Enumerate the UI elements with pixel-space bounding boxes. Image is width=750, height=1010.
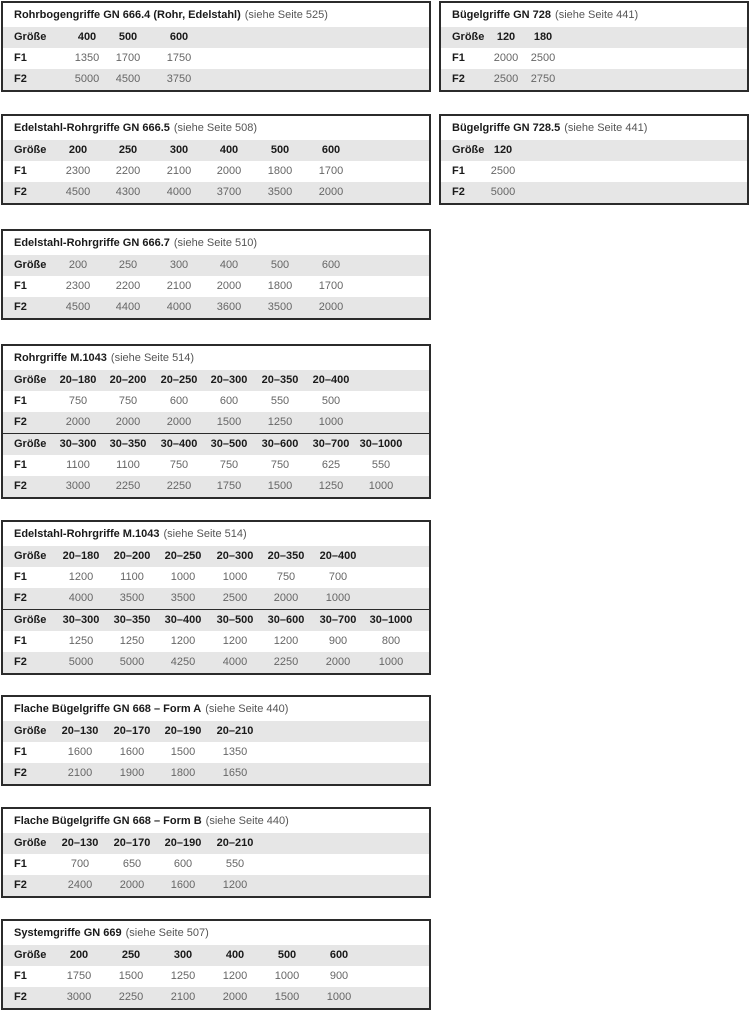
f2-row xyxy=(3,182,429,203)
table-cell: 400 xyxy=(225,949,245,961)
row-label: F1 xyxy=(14,970,27,982)
size-row xyxy=(3,433,429,455)
row-label: F2 xyxy=(452,186,465,198)
table-title xyxy=(3,3,429,27)
table-title-text: Rohrgriffe M.1043 xyxy=(14,352,107,364)
size-row xyxy=(3,255,429,276)
table-cell: 2000 xyxy=(119,879,145,891)
row-label: Größe xyxy=(14,550,47,562)
table-cell: 30–1000 xyxy=(359,438,403,450)
table-cell: 3500 xyxy=(119,592,145,604)
table-cell: 1800 xyxy=(170,767,196,779)
table-cell: 1500 xyxy=(274,991,300,1003)
table-cell: 4500 xyxy=(65,186,91,198)
table-title xyxy=(3,116,429,140)
table-cell: 750 xyxy=(270,459,290,471)
page-reference: (siehe Seite 507) xyxy=(125,927,209,939)
row-label: Größe xyxy=(14,438,47,450)
table-cell: 4500 xyxy=(65,301,91,313)
row-label: F2 xyxy=(14,416,27,428)
table-cell: 1350 xyxy=(222,746,248,758)
table-cell: 20–190 xyxy=(164,837,202,849)
table-title-text: Rohrbogengriffe GN 666.4 (Rohr, Edelstahl) xyxy=(14,9,241,21)
table-cell: 2400 xyxy=(67,879,93,891)
row-label: F2 xyxy=(14,879,27,891)
table-cell: 600 xyxy=(329,949,349,961)
row-label: Größe xyxy=(452,31,485,43)
table-title xyxy=(441,116,747,140)
table-cell: 3500 xyxy=(267,186,293,198)
table-title-text: Bügelgriffe GN 728.5 xyxy=(452,122,561,134)
f2-row xyxy=(3,875,429,896)
table-cell: 2000 xyxy=(493,52,519,64)
row-label: Größe xyxy=(14,31,47,43)
row-label: F1 xyxy=(14,280,27,292)
table-cell: 30–300 xyxy=(59,438,97,450)
table-cell: 1100 xyxy=(116,459,140,471)
table-cell: 800 xyxy=(381,635,401,647)
table-cell: 3600 xyxy=(216,301,242,313)
table-cell: 550 xyxy=(225,858,245,870)
table-cell: 4300 xyxy=(115,186,141,198)
page-reference: (siehe Seite 441) xyxy=(564,122,648,134)
f1-row xyxy=(3,966,429,987)
row-label: Größe xyxy=(14,949,47,961)
table-cell: 30–400 xyxy=(164,614,202,626)
table-cell: 1250 xyxy=(119,635,145,647)
table-cell: 4000 xyxy=(68,592,94,604)
f1-row xyxy=(3,455,429,476)
table-cell: 200 xyxy=(69,949,89,961)
page-reference: (siehe Seite 525) xyxy=(244,9,328,21)
table-cell: 1600 xyxy=(170,879,196,891)
f2-row xyxy=(3,588,429,609)
size-row xyxy=(3,546,429,567)
size-row xyxy=(3,140,429,161)
table-cell: 2500 xyxy=(222,592,248,604)
spec-table xyxy=(439,1,749,92)
table-cell: 20–130 xyxy=(61,837,99,849)
table-cell: 1500 xyxy=(216,416,242,428)
table-cell: 3750 xyxy=(166,73,192,85)
row-label: F2 xyxy=(14,656,27,668)
table-cell: 2200 xyxy=(115,165,141,177)
page-reference: (siehe Seite 514) xyxy=(110,352,195,364)
table-cell: 20–180 xyxy=(62,550,100,562)
table-cell: 2000 xyxy=(222,991,248,1003)
table-cell: 3000 xyxy=(65,480,91,492)
spec-table xyxy=(1,695,431,786)
table-cell: 5000 xyxy=(74,73,100,85)
table-title xyxy=(3,522,429,546)
table-cell: 2000 xyxy=(318,301,344,313)
table-cell: 30–600 xyxy=(267,614,305,626)
table-cell: 4000 xyxy=(222,656,248,668)
table-cell: 2500 xyxy=(530,52,556,64)
table-cell: 1750 xyxy=(216,480,242,492)
table-cell: 2300 xyxy=(65,280,91,292)
table-cell: 1200 xyxy=(273,635,299,647)
page-reference: (siehe Seite 440) xyxy=(205,703,289,715)
table-cell: 900 xyxy=(328,635,348,647)
spec-table xyxy=(1,807,431,898)
table-cell: 550 xyxy=(371,459,391,471)
table-cell: 4400 xyxy=(115,301,141,313)
table-cell: 1250 xyxy=(318,480,344,492)
table-cell: 2250 xyxy=(273,656,299,668)
table-cell: 1350 xyxy=(74,52,100,64)
table-cell: 2750 xyxy=(530,73,556,85)
table-cell: 20–190 xyxy=(164,725,202,737)
table-cell: 20–250 xyxy=(164,550,202,562)
table-cell: 30–700 xyxy=(319,614,357,626)
table-cell: 600 xyxy=(321,259,341,271)
table-cell: 1200 xyxy=(68,571,94,583)
f1-row xyxy=(3,742,429,763)
size-row xyxy=(441,140,747,161)
table-cell: 200 xyxy=(68,259,88,271)
table-cell: 550 xyxy=(270,395,290,407)
table-cell: 5000 xyxy=(119,656,145,668)
table-cell: 1700 xyxy=(318,280,344,292)
table-cell: 1800 xyxy=(267,280,293,292)
table-cell: 400 xyxy=(219,259,239,271)
spec-table xyxy=(1,919,431,1010)
row-label: Größe xyxy=(14,725,47,737)
table-cell: 20–400 xyxy=(319,550,357,562)
table-cell: 20–210 xyxy=(216,725,254,737)
row-label: Größe xyxy=(14,374,47,386)
table-cell: 1500 xyxy=(267,480,293,492)
table-cell: 250 xyxy=(121,949,141,961)
table-cell: 1600 xyxy=(119,746,145,758)
table-cell: 1700 xyxy=(115,52,141,64)
table-cell: 900 xyxy=(329,970,349,982)
table-cell: 600 xyxy=(173,858,193,870)
table-cell: 1750 xyxy=(166,52,192,64)
size-row xyxy=(441,27,747,48)
table-cell: 300 xyxy=(173,949,193,961)
table-cell: 1750 xyxy=(66,970,92,982)
table-cell: 30–300 xyxy=(62,614,100,626)
table-cell: 750 xyxy=(118,395,138,407)
table-cell: 400 xyxy=(219,144,239,156)
f2-row xyxy=(3,476,429,497)
table-cell: 2000 xyxy=(325,656,351,668)
table-cell: 750 xyxy=(169,459,189,471)
table-cell: 30–700 xyxy=(312,438,350,450)
table-cell: 180 xyxy=(533,31,553,43)
table-cell: 1200 xyxy=(222,635,248,647)
table-cell: 20–250 xyxy=(160,374,198,386)
table-cell: 1000 xyxy=(326,991,352,1003)
table-cell: 1200 xyxy=(222,879,248,891)
page-reference: (siehe Seite 510) xyxy=(173,237,258,249)
table-cell: 300 xyxy=(169,259,189,271)
row-label: F2 xyxy=(14,301,27,313)
f1-row xyxy=(3,276,429,297)
table-cell: 2200 xyxy=(115,280,141,292)
spec-table xyxy=(1,229,431,320)
row-label: F1 xyxy=(14,858,27,870)
table-cell: 1200 xyxy=(222,970,248,982)
table-cell: 3000 xyxy=(66,991,92,1003)
table-cell: 750 xyxy=(276,571,296,583)
table-cell: 5000 xyxy=(490,186,516,198)
table-cell: 20–350 xyxy=(267,550,305,562)
spec-table xyxy=(1,1,431,92)
table-cell: 1000 xyxy=(274,970,300,982)
table-cell: 625 xyxy=(321,459,341,471)
table-cell: 2100 xyxy=(166,280,192,292)
row-label: F1 xyxy=(14,459,27,471)
table-cell: 1000 xyxy=(368,480,394,492)
page-reference: (siehe Seite 508) xyxy=(173,122,258,134)
size-row xyxy=(3,27,429,48)
table-cell: 250 xyxy=(118,144,138,156)
table-cell: 1000 xyxy=(170,571,196,583)
table-title-text: Bügelgriffe GN 728 xyxy=(452,9,552,21)
table-cell: 2000 xyxy=(216,165,242,177)
table-title-text: Flache Bügelgriffe GN 668 – Form B xyxy=(14,815,202,827)
table-cell: 500 xyxy=(321,395,341,407)
table-cell: 750 xyxy=(219,459,239,471)
table-cell: 1000 xyxy=(318,416,344,428)
row-label: F1 xyxy=(452,165,465,177)
table-cell: 4250 xyxy=(170,656,196,668)
table-cell: 20–180 xyxy=(59,374,97,386)
table-cell: 3700 xyxy=(216,186,242,198)
table-cell: 4000 xyxy=(166,301,192,313)
table-title-text: Edelstahl-Rohrgriffe GN 666.5 xyxy=(14,122,170,134)
table-cell: 3500 xyxy=(170,592,196,604)
table-cell: 2000 xyxy=(166,416,192,428)
table-title-text: Systemgriffe GN 669 xyxy=(14,927,122,939)
table-cell: 5000 xyxy=(68,656,94,668)
table-cell: 2300 xyxy=(65,165,91,177)
table-cell: 20–200 xyxy=(113,550,151,562)
row-label: Größe xyxy=(452,144,485,156)
table-cell: 500 xyxy=(277,949,297,961)
table-cell: 1100 xyxy=(120,571,144,583)
table-cell: 1500 xyxy=(170,746,196,758)
table-title xyxy=(3,231,429,255)
table-cell: 3500 xyxy=(267,301,293,313)
table-title-text: Edelstahl-Rohrgriffe M.1043 xyxy=(14,528,160,540)
table-cell: 2500 xyxy=(493,73,519,85)
table-title xyxy=(3,809,429,833)
table-cell: 30–350 xyxy=(109,438,147,450)
table-title xyxy=(3,346,429,370)
table-cell: 500 xyxy=(270,259,290,271)
f1-row xyxy=(3,854,429,875)
table-cell: 20–400 xyxy=(312,374,350,386)
table-cell: 300 xyxy=(169,144,189,156)
table-cell: 1250 xyxy=(267,416,293,428)
table-cell: 1700 xyxy=(318,165,344,177)
table-cell: 20–300 xyxy=(216,550,254,562)
table-cell: 4000 xyxy=(166,186,192,198)
table-cell: 500 xyxy=(118,31,138,43)
f1-row xyxy=(3,391,429,412)
table-cell: 750 xyxy=(68,395,88,407)
spec-table xyxy=(1,520,431,675)
f2-row xyxy=(3,412,429,433)
table-cell: 20–350 xyxy=(261,374,299,386)
spec-table xyxy=(1,344,431,499)
row-label: F2 xyxy=(452,73,465,85)
table-cell: 1100 xyxy=(66,459,90,471)
table-cell: 2000 xyxy=(115,416,141,428)
table-cell: 200 xyxy=(68,144,88,156)
table-cell: 2100 xyxy=(170,991,196,1003)
table-cell: 30–500 xyxy=(210,438,248,450)
page-reference: (siehe Seite 440) xyxy=(205,815,289,827)
table-cell: 2250 xyxy=(166,480,192,492)
table-cell: 2250 xyxy=(118,991,144,1003)
table-cell: 650 xyxy=(122,858,142,870)
table-cell: 250 xyxy=(118,259,138,271)
table-cell: 2100 xyxy=(166,165,192,177)
table-title-text: Edelstahl-Rohrgriffe GN 666.7 xyxy=(14,237,170,249)
f1-row xyxy=(3,567,429,588)
table-cell: 600 xyxy=(169,395,189,407)
f1-row xyxy=(3,631,429,652)
page-reference: (siehe Seite 514) xyxy=(163,528,247,540)
row-label: F2 xyxy=(14,991,27,1003)
f2-row xyxy=(3,763,429,784)
spec-table xyxy=(439,114,749,205)
f2-row xyxy=(441,69,747,90)
size-row xyxy=(3,609,429,631)
table-cell: 1000 xyxy=(222,571,248,583)
row-label: F1 xyxy=(452,52,465,64)
table-cell: 20–170 xyxy=(113,725,151,737)
table-cell: 2250 xyxy=(115,480,141,492)
table-cell: 120 xyxy=(496,31,516,43)
table-cell: 1900 xyxy=(119,767,145,779)
row-label: Größe xyxy=(14,614,47,626)
f2-row xyxy=(441,182,747,203)
table-cell: 1000 xyxy=(325,592,351,604)
table-cell: 2500 xyxy=(490,165,516,177)
row-label: F1 xyxy=(14,571,27,583)
size-row xyxy=(3,945,429,966)
table-title xyxy=(3,697,429,721)
f2-row xyxy=(3,652,429,673)
f2-row xyxy=(3,297,429,318)
row-label: Größe xyxy=(14,259,47,271)
table-cell: 700 xyxy=(70,858,90,870)
row-label: F2 xyxy=(14,73,27,85)
row-label: F2 xyxy=(14,186,27,198)
table-cell: 20–170 xyxy=(113,837,151,849)
table-cell: 20–200 xyxy=(109,374,147,386)
table-cell: 20–300 xyxy=(210,374,248,386)
row-label: Größe xyxy=(14,144,47,156)
f1-row xyxy=(3,161,429,182)
table-cell: 1800 xyxy=(267,165,293,177)
table-cell: 600 xyxy=(219,395,239,407)
table-cell: 500 xyxy=(270,144,290,156)
table-cell: 1250 xyxy=(68,635,94,647)
f1-row xyxy=(441,161,747,182)
table-title xyxy=(3,921,429,945)
size-row xyxy=(3,370,429,391)
row-label: F2 xyxy=(14,767,27,779)
row-label: Größe xyxy=(14,837,47,849)
table-cell: 600 xyxy=(321,144,341,156)
size-row xyxy=(3,721,429,742)
table-title-text: Flache Bügelgriffe GN 668 – Form A xyxy=(14,703,202,715)
table-cell: 1650 xyxy=(222,767,248,779)
row-label: F1 xyxy=(14,746,27,758)
row-label: F1 xyxy=(14,395,27,407)
table-cell: 30–1000 xyxy=(369,614,413,626)
row-label: F2 xyxy=(14,592,27,604)
table-cell: 1600 xyxy=(67,746,93,758)
table-title xyxy=(441,3,747,27)
table-cell: 20–210 xyxy=(216,837,254,849)
table-cell: 2000 xyxy=(318,186,344,198)
table-cell: 30–500 xyxy=(216,614,254,626)
size-row xyxy=(3,833,429,854)
row-label: F1 xyxy=(14,52,27,64)
table-cell: 2000 xyxy=(273,592,299,604)
table-cell: 30–350 xyxy=(113,614,151,626)
table-cell: 600 xyxy=(169,31,189,43)
table-cell: 20–130 xyxy=(61,725,99,737)
table-cell: 4500 xyxy=(115,73,141,85)
page-reference: (siehe Seite 441) xyxy=(555,9,639,21)
table-cell: 1000 xyxy=(378,656,404,668)
f1-row xyxy=(441,48,747,69)
f1-row xyxy=(3,48,429,69)
table-cell: 700 xyxy=(328,571,348,583)
table-cell: 1200 xyxy=(170,635,196,647)
row-label: F1 xyxy=(14,635,27,647)
row-label: F2 xyxy=(14,480,27,492)
f2-row xyxy=(3,69,429,90)
table-cell: 30–400 xyxy=(160,438,198,450)
table-cell: 1500 xyxy=(118,970,144,982)
spec-table xyxy=(1,114,431,205)
table-cell: 2100 xyxy=(67,767,93,779)
table-cell: 1250 xyxy=(170,970,196,982)
table-cell: 2000 xyxy=(216,280,242,292)
table-cell: 30–600 xyxy=(261,438,299,450)
row-label: F1 xyxy=(14,165,27,177)
table-cell: 2000 xyxy=(65,416,91,428)
table-cell: 400 xyxy=(77,31,97,43)
table-cell: 120 xyxy=(493,144,513,156)
